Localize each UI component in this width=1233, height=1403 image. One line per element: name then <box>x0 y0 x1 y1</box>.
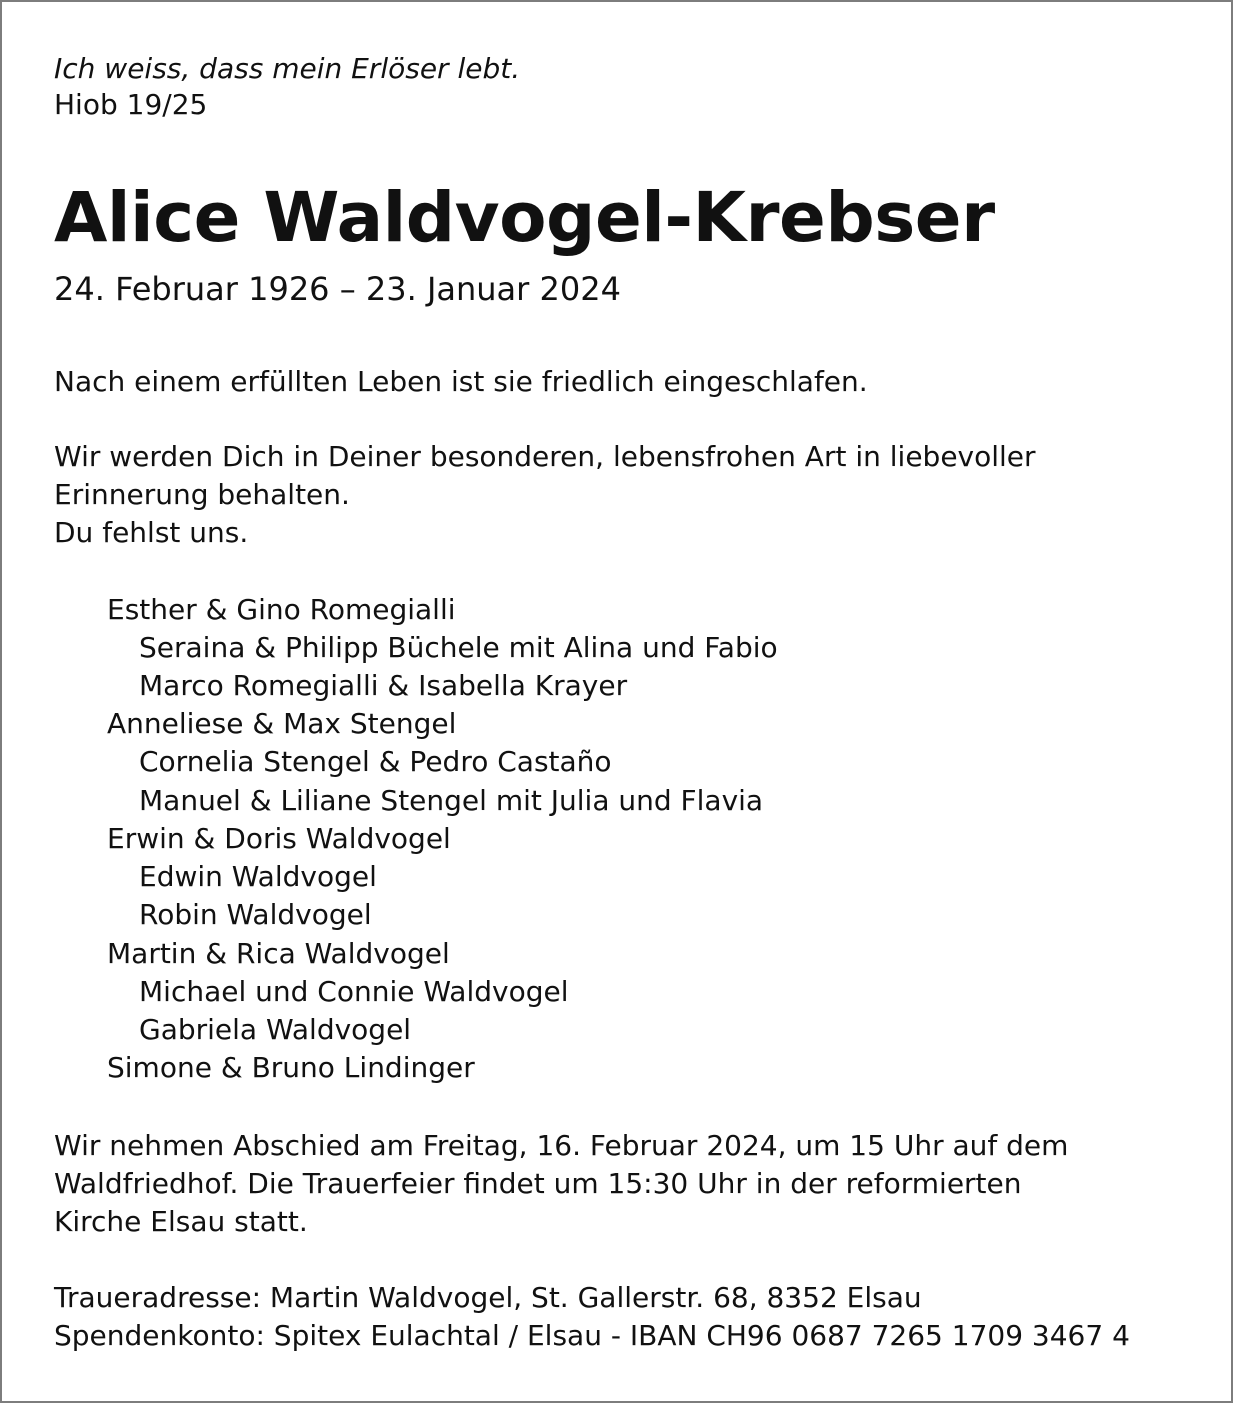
remembrance-line: Wir werden Dich in Deiner besonderen, lebensfrohen Art in liebevoller <box>54 440 1036 473</box>
funeral-info-paragraph <box>54 1127 1068 1241</box>
funeral-info-line: Kirche Elsau statt. <box>54 1205 308 1238</box>
mourner-descendant: Gabriela Waldvogel <box>139 1013 412 1046</box>
deceased-name: Alice Waldvogel-Krebser <box>54 178 995 258</box>
funeral-info-line: Wir nehmen Abschied am Freitag, 16. Februar 2024, um 15 Uhr auf dem <box>54 1129 1069 1162</box>
mourner-descendant: Robin Waldvogel <box>139 898 372 931</box>
remembrance-paragraph <box>54 438 1036 552</box>
intro-paragraph: Nach einem erfüllten Leben ist sie friedlich eingeschlafen. <box>54 365 868 398</box>
mourner-family: Martin & Rica Waldvogel <box>107 937 450 970</box>
contact-paragraph <box>54 1279 1130 1355</box>
mourner-descendant: Cornelia Stengel & Pedro Castaño <box>139 745 612 778</box>
mourner-family: Esther & Gino Romegialli <box>107 593 456 626</box>
mourning-address: Traueradresse: Martin Waldvogel, St. Gallerstr. 68, 8352 Elsau <box>54 1281 922 1314</box>
donation-account: Spendenkonto: Spitex Eulachtal / Elsau - IBAN CH96 0687 7265 1709 3467 4 <box>54 1319 1130 1352</box>
mourner-descendant: Seraina & Philipp Büchele mit Alina und Fabio <box>139 631 778 664</box>
mourner-family: Simone & Bruno Lindinger <box>107 1051 475 1084</box>
mourner-family: Erwin & Doris Waldvogel <box>107 822 451 855</box>
bible-quote: Ich weiss, dass mein Erlöser lebt. <box>54 52 521 85</box>
mourner-descendant: Edwin Waldvogel <box>139 860 377 893</box>
mourner-descendant: Michael und Connie Waldvogel <box>139 975 569 1008</box>
life-dates: 24. Februar 1926 – 23. Januar 2024 <box>54 270 621 308</box>
remembrance-line: Erinnerung behalten. <box>54 478 350 511</box>
mourner-family: Anneliese & Max Stengel <box>107 707 457 740</box>
remembrance-line: Du fehlst uns. <box>54 516 249 549</box>
mourner-descendant: Manuel & Liliane Stengel mit Julia und Flavia <box>139 784 764 817</box>
funeral-info-line: Waldfriedhof. Die Trauerfeier findet um 15:30 Uhr in der reformierten <box>54 1167 1022 1200</box>
bible-reference: Hiob 19/25 <box>54 88 208 121</box>
mourner-descendant: Marco Romegialli & Isabella Krayer <box>139 669 628 702</box>
